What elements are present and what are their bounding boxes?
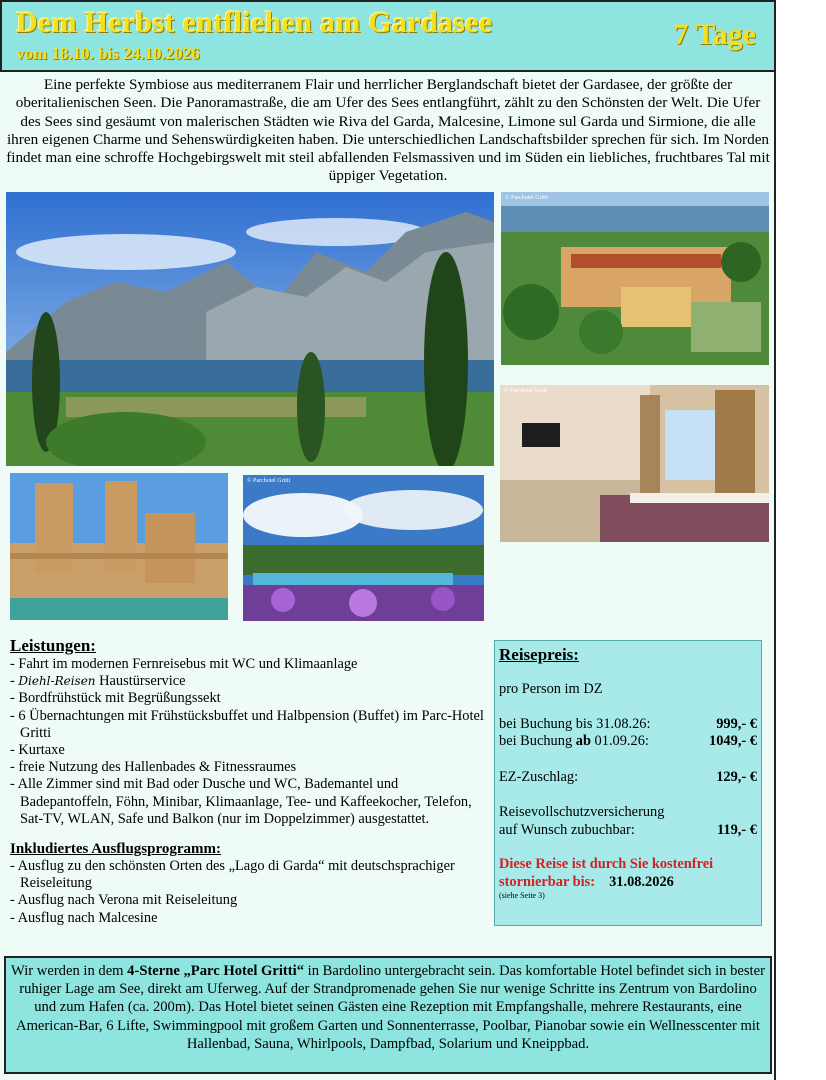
- insurance-optional-label: auf Wunsch zubuchbar:: [499, 821, 635, 838]
- services-item: - freie Nutzung des Hallenbades & Fitnessraumes: [10, 759, 297, 776]
- travel-dates: vom 18.10. bis 24.10.2026: [16, 44, 200, 63]
- excursion-item: - Ausflug nach Malcesine: [10, 909, 158, 926]
- hotel-name: 4-Sterne „Parc Hotel Gritti“: [127, 963, 304, 979]
- trip-duration: 7 Tage: [673, 18, 756, 51]
- insurance-label: Reisevollschutzversicherung: [499, 804, 665, 820]
- cancellation-notice: Diese Reise ist durch Sie kostenfrei: [499, 856, 714, 872]
- diehl-reisen-brand: Diehl-Reisen: [18, 674, 96, 689]
- services-item: - 6 Übernachtungen mit Frühstücksbuffet und Halbpension (Buffet) im Parc-Hotel Gritti: [10, 707, 484, 741]
- intro-text: Eine perfekte Symbiose aus mediterranem Flair und herrlicher Berglandschaft bietet der Gardasee, der größte der oberitalienischen Seen. Die Panoramastraße, die am Ufer des Sees entlangführt, zählt zu den Schönsten der Welt. Die Ufer des Sees sind gesäumt von malerischen Städten wie Riva del Garda, Malcesine, Limone sul Garda und Sirmione, die alle ihren eigenen Charme und Sehenswürdigkeiten haben. Die unterschiedlichen Landschaftsbilder sprechen für sich. Im Norden findet man eine schroffe Hochgebirgswelt mit steil abfallenden Felsmassiven und im Süden ein liebliches, fruchtbares Tal mit üppiger Vegetation.: [6, 76, 770, 185]
- image-credit: © Parchotel Gritti: [505, 195, 549, 201]
- page-title: Dem Herbst entfliehen am Gardasee: [16, 6, 493, 39]
- lake-garda-panorama-image: [6, 192, 494, 466]
- single-supplement-label: EZ-Zuschlag:: [499, 768, 579, 785]
- excursions-heading: Inkludiertes Ausflugsprogramm:: [10, 841, 221, 858]
- door-service-text: Haustürservice: [99, 673, 186, 690]
- insurance-value: 119,- €: [717, 821, 757, 838]
- price-late-row: [499, 733, 757, 751]
- excursion-item: - Ausflug zu den schönsten Orten des „Lago di Garda“ mit deutschsprachiger Reiseleitung: [10, 858, 455, 892]
- excursion-item: - Ausflug nach Verona mit Reiseleitung: [10, 892, 238, 909]
- services-item: - Bordfrühstück mit Begrüßungssekt: [10, 690, 221, 707]
- cancellation-row: stornierbar bis: 31.08.2026: [499, 873, 674, 890]
- services-section: [10, 636, 490, 927]
- hotel-description-box: Wir werden in dem 4-Sterne „Parc Hotel Gritti“ in Bardolino untergebracht sein. Das komfortable Hotel befindet sich in bester ruhiger Lage am See, direkt am Uferweg. Auf der Strandpromenade gehen Sie nur wenige Schritte ins Zentrum von Bardolino und zum Hafen (ca. 200m). Das Hotel bietet seinen Gästen eine Rezeption mit Empfangshalle, mehrere Restaurants, eine American-Bar, 6 Lifte, Swimmingpool mit großem Garten und Sonnenterrasse, Poolbar, Pianobar sowie ein Wellnesscenter mit Hallenbad, Sauna, Whirlpools, Dampfbad, Solarium und Kneippbad.: [4, 956, 772, 1074]
- price-late-label: bei Buchung ab 01.09.26:: [499, 733, 649, 749]
- hotel-aerial-image: [501, 192, 769, 365]
- header-banner: [0, 0, 776, 72]
- services-item: - Fahrt im modernen Fernreisebus mit WC und Klimaanlage: [10, 656, 358, 672]
- door-service-item: - Diehl-Reisen Haustürservice: [10, 673, 186, 690]
- services-item: - Alle Zimmer sind mit Bad oder Dusche und WC, Bademantel und Badepantoffeln, Föhn, Minibar, Klimaanlage, Tee- und Kaffeekocher, Telefon, Sat-TV, WLAN, Safe und Balkon (nur im Doppelzimmer) ausgestattet.: [10, 776, 472, 827]
- price-early-label: bei Buchung bis 31.08.26:: [499, 715, 651, 732]
- single-supplement-value: 129,- €: [716, 768, 757, 785]
- single-supplement-row: [499, 769, 757, 787]
- image-credit: © Parchotel Gritti: [247, 478, 291, 484]
- price-late-value: 1049,- €: [709, 733, 757, 749]
- cancellation-reference: (siehe Seite 3): [499, 891, 545, 900]
- services-heading: Leistungen:: [10, 636, 96, 655]
- hotel-pool-image: [243, 475, 484, 621]
- sirmione-castle-image: [10, 473, 228, 620]
- price-heading: Reisepreis:: [499, 645, 579, 664]
- insurance-row: [499, 822, 757, 840]
- price-early-value: 999,- €: [716, 715, 757, 732]
- cancellation-date: 31.08.2026: [609, 873, 674, 890]
- image-credit: © Parchotel Gritti: [504, 388, 548, 394]
- hotel-room-image: [500, 385, 769, 542]
- price-per-person: pro Person im DZ: [499, 681, 603, 697]
- price-box: [494, 640, 762, 926]
- price-early-row: [499, 716, 757, 734]
- services-item: - Kurtaxe: [10, 742, 65, 759]
